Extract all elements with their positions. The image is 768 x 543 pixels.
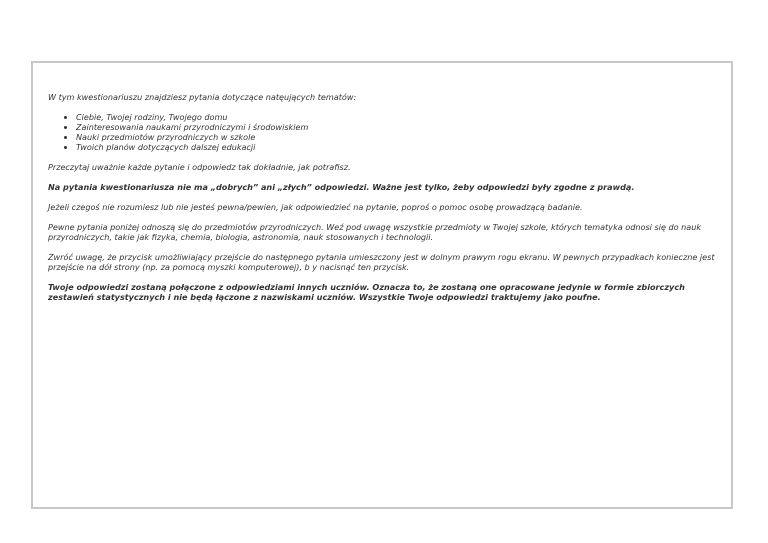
questionnaire-intro-panel [31,61,733,509]
no-right-answers-paragraph: Na pytania kwestionariusza nie ma „dobrych” ani „złych” odpowiedzi. Ważne jest tylko, żeby odpowiedzi były zgodne z prawdą. [48,182,635,192]
science-subjects-paragraph: Pewne pytania poniżej odnoszą się do przedmiotów przyrodniczych. Weź pod uwagę wszystkie przedmioty w Twojej szkole, których tematyka odnosi się do nauk przyrodniczych, takie jak fizyka, chemia, biologia, astronomia, nauk stosowanych i technologii. [48,222,702,242]
list-item: • Twoich planów dotyczących dalszej edukacji [76,142,720,152]
intro-lead: W tym kwestionariuszu znajdziesz pytania dotyczące natęujących tematów: [48,92,357,102]
confidentiality-paragraph: Twoje odpowiedzi zostaną połączone z odpowiedziami innych uczniów. Oznacza to, że zostaną one opracowane jedynie w formie zbiorczych zestawień statystycznych i nie będą łączone z nazwiskami uczniów. Wszystkie Twoje odpowiedzi traktujemy jako poufne. [48,282,685,302]
next-button-note-paragraph: Zwróć uwagę, że przycisk umożliwiający przejście do następnego pytania umieszczony jest w dolnym prawym rogu ekranu. W pewnych przypadkach konieczne jest przejście na dół strony (np. za pomocą myszki komputerowej), b y nacisnąć ten przycisk. [48,252,715,272]
ask-for-help-paragraph: Jeżeli czegoś nie rozumiesz lub nie jesteś pewna/pewien, jak odpowiedzieć na pytanie, poproś o pomoc osobę prowadzącą badanie. [48,202,583,212]
list-item: • Zainteresowania naukami przyrodniczymi i środowiskiem [76,122,720,132]
instructions-text [48,92,720,312]
topics-list [48,112,720,152]
list-item: • Nauki przedmiotów przyrodniczych w szkole [76,132,720,142]
list-item: • Ciebie, Twojej rodziny, Twojego domu [76,112,720,122]
read-carefully-paragraph: Przeczytaj uważnie każde pytanie i odpowiedz tak dokładnie, jak potrafisz. [48,162,351,172]
